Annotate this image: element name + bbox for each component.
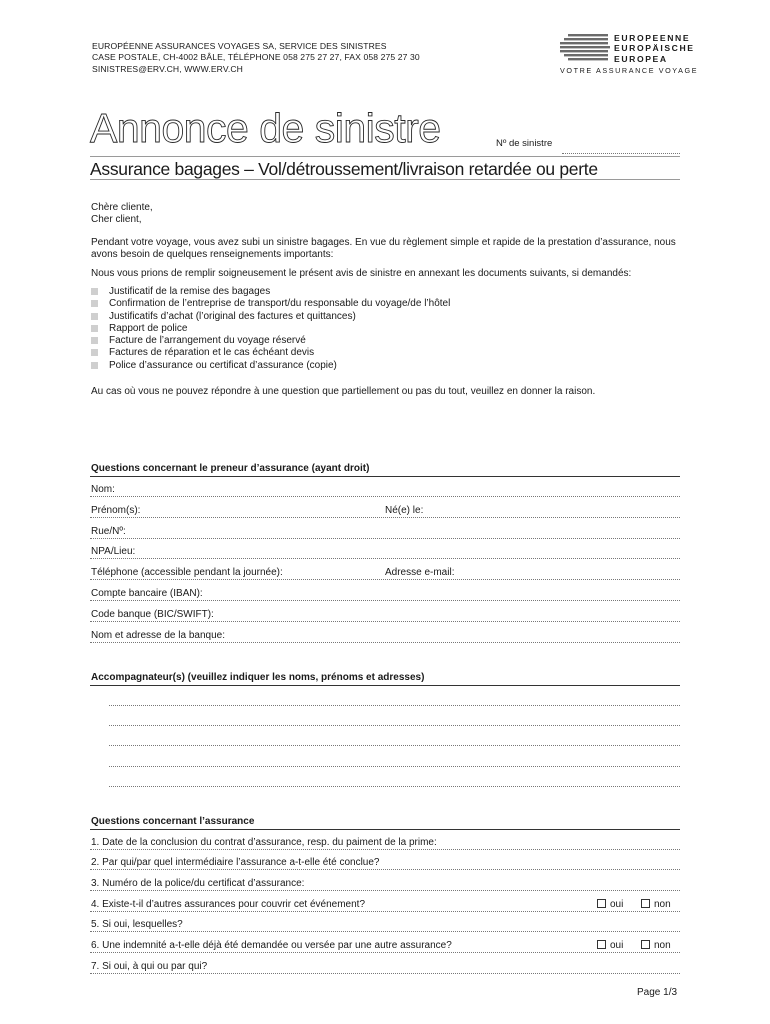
required-documents-list — [91, 286, 450, 372]
q6-no-checkbox[interactable] — [641, 940, 671, 952]
logo-tagline: VOTRE ASSURANCE VOYAGE — [560, 66, 699, 75]
document-label: Confirmation de l’entreprise de transport/du responsable du voyage/de l’hôtel — [109, 298, 451, 310]
nom-field[interactable] — [90, 496, 680, 497]
section-divider — [90, 685, 680, 686]
checkbox-icon — [597, 899, 606, 908]
subtitle-divider — [90, 179, 680, 180]
address-line-3: SINISTRES@ERV.CH, WWW.ERV.CH — [92, 63, 243, 74]
logo-line-1: EUROPEENNE — [614, 33, 691, 43]
document-label: Factures de réparation et le cas échéant devis — [109, 347, 315, 359]
claim-number-line — [562, 153, 680, 154]
companion-line[interactable] — [109, 705, 680, 706]
yes-label: oui — [610, 940, 624, 951]
greeting — [91, 202, 683, 226]
npa-label: NPA/Lieu: — [91, 546, 136, 557]
bullet-square-icon — [91, 313, 98, 320]
street-label: Rue/Nº: — [91, 526, 126, 537]
section-divider — [90, 829, 680, 830]
page-title: Annonce de sinistre — [90, 105, 441, 151]
greeting-line-1: Chère cliente, — [91, 202, 153, 213]
list-item — [91, 323, 450, 335]
bullet-square-icon — [91, 325, 98, 332]
list-item — [91, 360, 450, 372]
logo-line-3: EUROPEA — [614, 53, 668, 64]
companion-line[interactable] — [109, 786, 680, 787]
document-label: Facture de l’arrangement du voyage réservé — [109, 335, 306, 347]
intro-paragraph-3: Au cas où vous ne pouvez répondre à une question que partiellement ou pas du tout, veuillez en donner la raison. — [91, 386, 596, 397]
prenom-birthdate-field[interactable] — [90, 517, 680, 518]
answer-5-field[interactable] — [90, 931, 680, 932]
answer-7-field[interactable] — [90, 973, 680, 974]
bullet-square-icon — [91, 362, 98, 369]
q4-yes-checkbox[interactable] — [597, 899, 623, 911]
telephone-label: Téléphone (accessible pendant la journée): — [91, 567, 283, 578]
prenom-label: Prénom(s): — [91, 505, 141, 516]
checkbox-icon — [641, 940, 650, 949]
company-address — [92, 41, 420, 75]
iban-field[interactable] — [90, 600, 680, 601]
answer-3-field[interactable] — [90, 890, 680, 891]
answer-6-field — [90, 952, 680, 953]
document-label: Justificatifs d’achat (l’original des factures et quittances) — [109, 310, 356, 322]
bank-name-label: Nom et adresse de la banque: — [91, 630, 225, 641]
policyholder-section-title: Questions concernant le preneur d’assurance (ayant droit) — [91, 463, 370, 474]
intro-paragraph-1: Pendant votre voyage, vous avez subi un sinistre bagages. En vue du règlement simple et rapide de la prestation d’assurance, nous avons besoin de quelques renseignements importants: — [91, 237, 676, 260]
list-item — [91, 335, 450, 347]
question-5: 5. Si oui, lesquelles? — [91, 919, 183, 930]
document-label: Justificatif de la remise des bagages — [109, 286, 271, 297]
iban-label: Compte bancaire (IBAN): — [91, 588, 203, 599]
companion-line[interactable] — [109, 745, 680, 746]
telephone-email-field[interactable] — [90, 579, 680, 580]
checkbox-icon — [641, 899, 650, 908]
claim-number-label: Nº de sinistre — [496, 138, 553, 149]
q4-no-checkbox[interactable] — [641, 899, 671, 911]
question-3: 3. Numéro de la police/du certificat d’assurance: — [91, 878, 305, 889]
list-item — [91, 311, 450, 323]
page-subtitle: Assurance bagages – Vol/détroussement/livraison retardée ou perte — [90, 159, 598, 179]
no-label: non — [654, 899, 671, 910]
bullet-square-icon — [91, 349, 98, 356]
checkbox-icon — [597, 940, 606, 949]
q6-yes-checkbox[interactable] — [597, 940, 623, 952]
section-divider — [90, 476, 680, 477]
list-item — [91, 347, 450, 359]
logo-stripes-icon — [560, 34, 612, 64]
yes-label: oui — [610, 899, 624, 910]
companion-line[interactable] — [109, 766, 680, 767]
bank-name-field[interactable] — [90, 642, 680, 643]
street-field[interactable] — [90, 538, 680, 539]
title-divider — [90, 156, 680, 157]
answer-1-field[interactable] — [90, 849, 680, 850]
list-item — [91, 298, 450, 310]
question-1: 1. Date de la conclusion du contrat d’assurance, resp. du paiment de la prime: — [91, 837, 437, 848]
greeting-line-2: Cher client, — [91, 214, 142, 225]
company-logo — [558, 32, 699, 76]
document-label: Rapport de police — [109, 322, 188, 334]
email-label: Adresse e-mail: — [385, 567, 455, 578]
companion-line[interactable] — [109, 725, 680, 726]
page-number: Page 1/3 — [637, 987, 678, 998]
nom-label: Nom: — [91, 484, 115, 495]
question-7: 7. Si oui, à qui ou par qui? — [91, 961, 208, 972]
answer-2-field[interactable] — [90, 869, 680, 870]
bullet-square-icon — [91, 300, 98, 307]
address-line-1: EUROPÉENNE ASSURANCES VOYAGES SA, SERVICE DES SINISTRES — [92, 41, 387, 51]
companions-section-title: Accompagnateur(s) (veuillez indiquer les noms, prénoms et adresses) — [91, 672, 425, 683]
bic-field[interactable] — [90, 621, 680, 622]
question-2: 2. Par qui/par quel intermédiaire l’assurance a-t-elle été conclue? — [91, 857, 380, 868]
bullet-square-icon — [91, 337, 98, 344]
birthdate-label: Né(e) le: — [385, 505, 424, 516]
question-4: 4. Existe-t-il d’autres assurances pour couvrir cet événement? — [91, 899, 366, 910]
question-6: 6. Une indemnité a-t-elle déjà été demandée ou versée par une autre assurance? — [91, 940, 452, 951]
list-item — [91, 286, 450, 298]
answer-4-field — [90, 911, 680, 912]
logo-wordmark — [614, 33, 695, 64]
address-line-2: CASE POSTALE, CH-4002 BÂLE, TÉLÉPHONE 058 275 27 27, FAX 058 275 27 30 — [92, 52, 420, 63]
logo-line-2: EUROPÄISCHE — [614, 43, 695, 54]
bic-label: Code banque (BIC/SWIFT): — [91, 609, 214, 620]
document-label: Police d’assurance ou certificat d’assurance (copie) — [109, 359, 337, 371]
intro-paragraph-2: Nous vous prions de remplir soigneusement le présent avis de sinistre en annexant les documents suivants, si demandés: — [91, 268, 632, 279]
bullet-square-icon — [91, 288, 98, 295]
no-label: non — [654, 940, 671, 951]
insurance-section-title: Questions concernant l’assurance — [91, 816, 255, 827]
npa-field[interactable] — [90, 558, 680, 559]
